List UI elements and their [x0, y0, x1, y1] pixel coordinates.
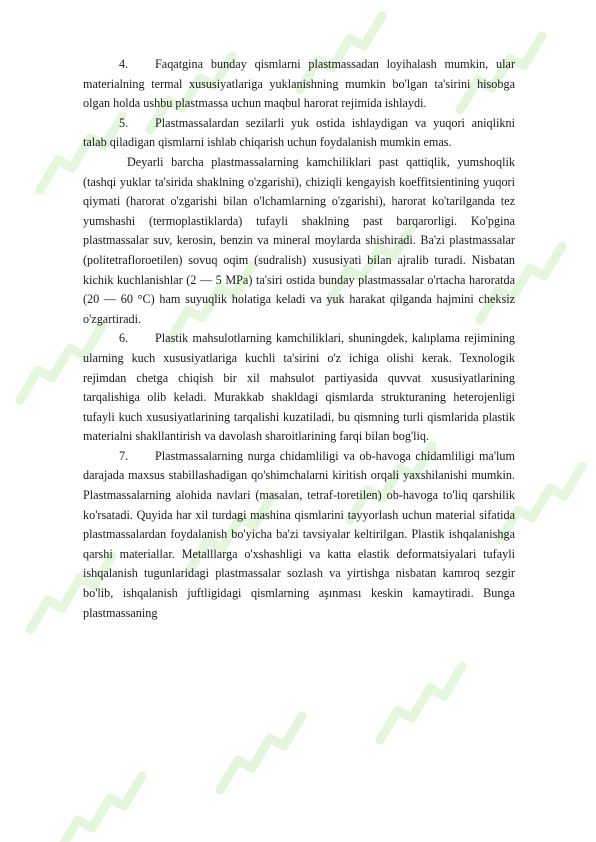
- paragraph-disadvantages: [83, 153, 515, 329]
- paragraph-number: 7.: [119, 448, 129, 463]
- watermark-stroke: [380, 666, 462, 740]
- paragraph-6: [83, 329, 515, 447]
- paragraph-number: 5.: [119, 115, 129, 130]
- watermark-stroke: [220, 716, 302, 790]
- paragraph-5: [83, 114, 515, 153]
- watermark-stroke: [60, 776, 142, 842]
- paragraph-text: Plastik mahsulotlarning kamchiliklari, shuningdek, kalıplama rejimining ularning kuch xususiyatlariga kuchli ta'sirini o'z ichiga olishi kerak. Texnologik rejimdan chetga chiqish bir xil mahsulot partiyasida quvvat xususiyatlarining tarqalishiga olib keladi. Murakkab shakldagi qismlarda strukturaning heterojenligi tufayli kuch xususiyatlarining tarqalishi kuzatiladi, bu qismning turli qismlarida plastik materialni shakllantirish va davolash sharoitlarining farqi bilan bog'liq.: [83, 331, 515, 444]
- paragraph-number: 6.: [119, 331, 129, 346]
- paragraph-text: Deyarli barcha plastmassalarning kamchiliklari past qattiqlik, yumshoqlik (tashqi yuklar ta'sirida shaklning o'zgarishi), chiziqli kengayish koeffitsientining yuqori qiymati (harorat o'zgarishi bilan o'lchamlarning o'zgarishi), harorat ko'tarilganda tez yumshashi (termoplastiklarda) tufayli shaklning past barqarorligi. Ko'pgina plastmassalar suv, kerosin, benzin va mineral moylarda shishiradi. Ba'zi plastmassalar (politetrafloroetilen) sovuq oqim (sudralish) xususiyati bilan ajralib turadi. Nisbatan kichik kuchlanishlar (2 — 5 MPa) ta'siri ostida bunday plastmassalar o'rtacha haroratda (20 — 60 °C) ham suyuqlik holatiga keladi va yuk harakat qilganda hajmini cheksiz o'zgartiradi.: [83, 154, 515, 326]
- paragraph-text: Faqatgina bunday qismlarni plastmassadan loyihalash mumkin, ular materialning termal xususiyatlariga yuklanishning mumkin bo'lgan ta'sirini hisobga olgan holda ushbu plastmassa uchun maqbul harorat rejimida ishlaydi.: [83, 57, 515, 111]
- paragraph-text: Plastmassalardan sezilarli yuk ostida ishlaydigan va yuqori aniqlikni talab qiladigan qismlarni ishlab chiqarish uchun foydalanish mumkin emas.: [83, 115, 515, 150]
- document-body: [83, 55, 515, 623]
- paragraph-text: Plastmassalarning nurga chidamliligi va ob-havoga chidamliligi ma'lum darajada maxsus stabillashadigan qo'shimchalarni kiritish orqali yaxshilanishi mumkin. Plastmassalarning alohida navlari (masalan, tetraf-toretilen) ob-havoga to'liq qarshilik ko'rsatadi. Quyida har xil turdagi mashina qismlarini tayyorlash uchun material sifatida plastmassalardan foydalanish bo'yicha ba'zi tavsiyalar keltirilgan. Plastik ishqalanishga qarshi materiallar. Metalllarga o'xshashligi va katta elastik deformatsiyalari tufayli ishqalanish tugunlaridagi plastmassalar sozlash va yirtishga nisbatan kamroq sezgir bo'lib, ishqalanish juftligidagi qismlarning aşınması keskin kamaytiradi. Bunga plastmassaning: [83, 448, 515, 620]
- paragraph-number: 4.: [119, 57, 129, 71]
- paragraph-4: [83, 55, 515, 114]
- paragraph-7: [83, 447, 515, 623]
